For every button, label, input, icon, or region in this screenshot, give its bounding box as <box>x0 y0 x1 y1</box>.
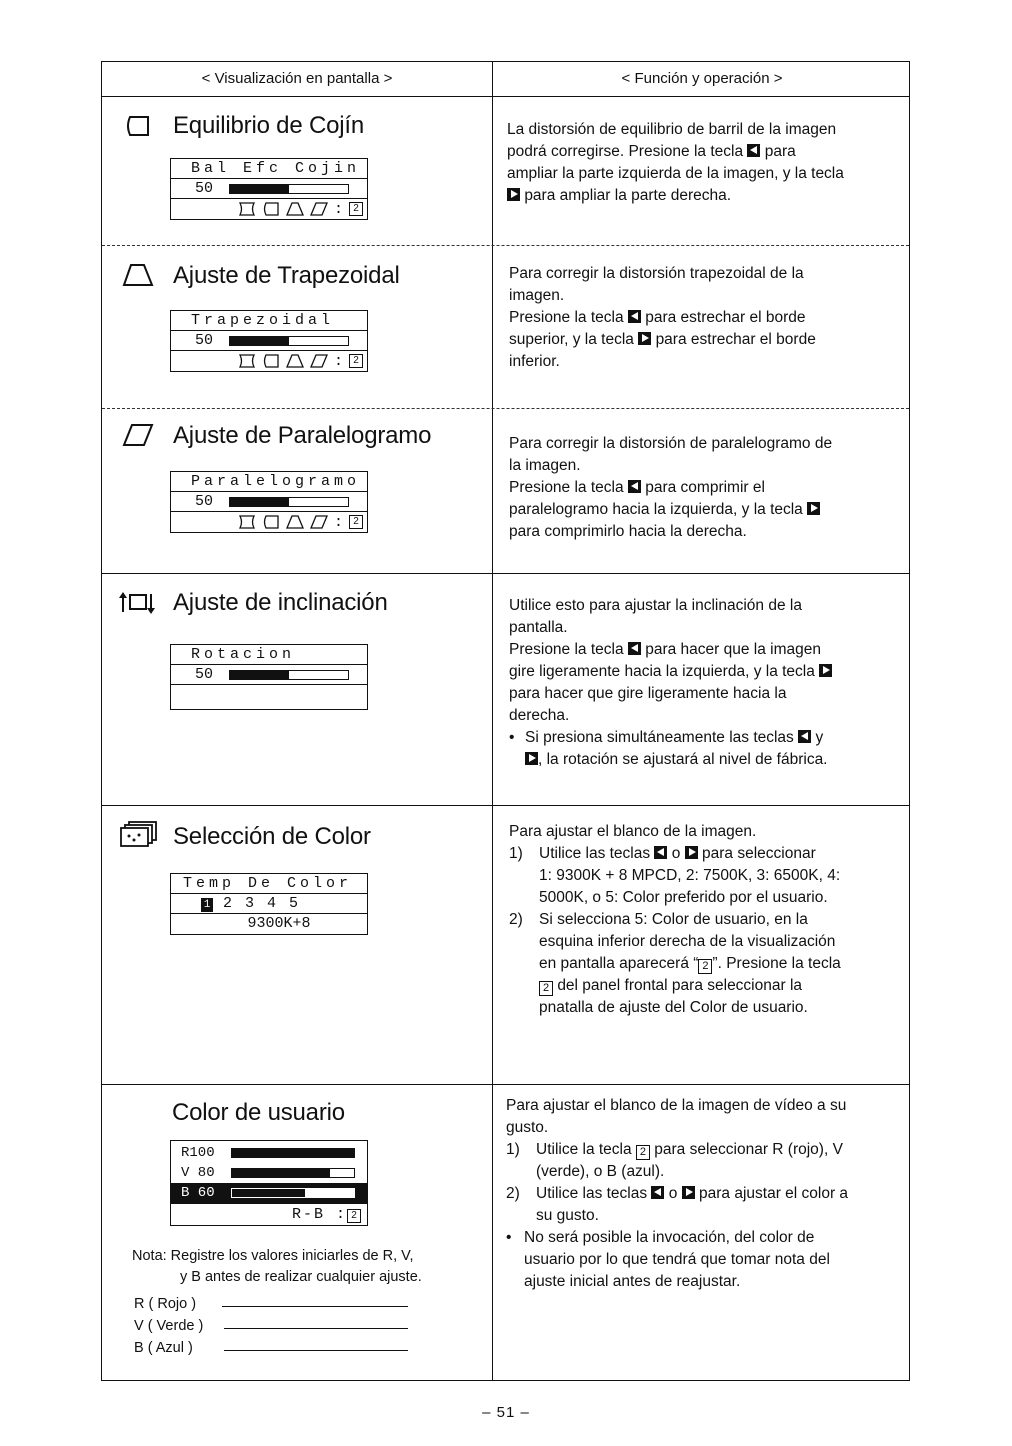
desc-line: para comprimirlo hacia la derecha. <box>509 523 747 540</box>
desc-text: del panel frontal para seleccionar la <box>557 977 803 994</box>
desc-line: Si selecciona 5: Color de usuario, en la <box>539 911 808 928</box>
section-title-cojin: Equilibrio de Cojín <box>173 112 364 139</box>
desc-paralelogramo <box>509 433 907 543</box>
left-arrow-key-icon <box>628 642 641 655</box>
right-arrow-key-icon <box>807 502 820 515</box>
trapezoid-icon <box>286 202 304 216</box>
osd-level-fill <box>230 498 289 506</box>
pincushion-icon <box>238 515 256 529</box>
desc-text: ”. Presione la tecla <box>712 955 841 972</box>
right-arrow-key-icon <box>819 664 832 677</box>
desc-line: Para corregir la distorsión trapezoidal de la <box>509 265 804 282</box>
osd-title: Bal Efc Cojin <box>171 159 367 179</box>
osd-level-bar <box>229 184 349 194</box>
osd-empty-row <box>171 685 367 709</box>
color-temperature-icon <box>119 820 159 850</box>
desc-text: y <box>815 729 824 746</box>
nota-line: Nota: Registre los valores iniciarles de R, V, <box>132 1248 414 1264</box>
parallelogram-icon <box>310 515 328 529</box>
desc-text: para hacer que la imagen <box>645 641 822 658</box>
osd-value-row <box>171 665 367 685</box>
desc-trapezoidal <box>509 263 907 373</box>
desc-text: o <box>668 1185 678 1202</box>
desc-note <box>509 727 907 749</box>
tilt-rotation-icon <box>118 590 158 616</box>
desc-line: usuario por lo que tendrá que tomar nota del <box>524 1251 830 1268</box>
item-number: 2) <box>506 1185 520 1202</box>
desc-text: Utilice las teclas <box>536 1185 648 1202</box>
parallelogram-icon <box>310 354 328 368</box>
nota-line: y B antes de realizar cualquier ajuste. <box>180 1269 422 1285</box>
osd-rgb-row-b <box>171 1183 367 1203</box>
desc-line <box>509 307 907 329</box>
desc-line <box>509 477 907 499</box>
rgb-level-fill <box>232 1189 305 1197</box>
option: 3 <box>245 895 255 912</box>
desc-line: No será posible la invocación, del color de <box>524 1229 815 1246</box>
desc-note <box>506 1227 904 1293</box>
rgb-label: R100 <box>181 1145 215 1161</box>
item-number: 2) <box>509 911 523 928</box>
left-arrow-key-icon <box>651 1186 664 1199</box>
pincushion-balance-icon <box>262 202 280 216</box>
osd-title: Rotacion <box>171 645 367 665</box>
record-label: R ( Rojo ) <box>134 1296 197 1312</box>
osd-trapezoidal <box>170 310 368 372</box>
page-number: – 51 – <box>482 1404 530 1421</box>
desc-line: derecha. <box>509 707 570 724</box>
option: 5 <box>289 895 299 912</box>
desc-text: Utilice las teclas <box>539 845 651 862</box>
column-divider <box>492 62 493 1380</box>
desc-text: en pantalla aparecerá “ <box>539 955 699 972</box>
osd-title: Trapezoidal <box>171 311 367 331</box>
right-arrow-key-icon <box>638 332 651 345</box>
desc-text: para seleccionar <box>702 845 816 862</box>
osd-current-value: 9300K+8 <box>247 915 311 932</box>
desc-text: Utilice la tecla <box>536 1141 632 1158</box>
osd-value: 50 <box>195 666 214 683</box>
osd-color-options <box>171 894 367 914</box>
section-title-paralelogramo: Ajuste de Paralelogramo <box>173 422 432 449</box>
write-line <box>222 1306 408 1307</box>
osd-rotacion <box>170 644 368 710</box>
desc-text: para ampliar la parte derecha. <box>524 187 732 204</box>
desc-text: para comprimir el <box>645 479 765 496</box>
key-2-icon: 2 <box>349 515 363 529</box>
osd-paralelogramo <box>170 471 368 533</box>
osd-level-fill <box>230 185 289 193</box>
rgb-level-bar <box>231 1168 355 1178</box>
desc-text: Presione la tecla <box>509 479 624 496</box>
key-2-icon: 2 <box>698 959 712 974</box>
desc-line <box>539 975 907 997</box>
desc-line: pnatalla de ajuste del Color de usuario. <box>539 999 808 1016</box>
desc-line: La distorsión de equilibrio de barril de la imagen <box>507 121 837 138</box>
write-line <box>224 1350 408 1351</box>
trapezoid-icon <box>122 262 154 288</box>
osd-color-temp <box>170 873 368 935</box>
rb-label: R-B : <box>291 1206 347 1223</box>
osd-level-bar <box>229 497 349 507</box>
item-number: 1) <box>509 845 523 862</box>
record-line-b <box>134 1340 193 1356</box>
osd-title: Paralelogramo <box>171 472 367 492</box>
desc-line <box>539 953 907 975</box>
record-label: V ( Verde ) <box>134 1318 204 1334</box>
desc-text: para <box>764 143 796 160</box>
desc-line <box>509 639 907 661</box>
trapezoid-icon <box>286 354 304 368</box>
pincushion-balance-icon <box>124 114 152 138</box>
rgb-level-fill <box>232 1149 354 1157</box>
section-title-color: Selección de Color <box>173 823 371 850</box>
desc-line: la imagen. <box>509 457 581 474</box>
section-divider <box>102 245 909 246</box>
section-divider <box>102 805 909 806</box>
desc-line: para hacer que gire ligeramente hacia la <box>509 685 787 702</box>
osd-value-row <box>171 179 367 199</box>
section-title-inclinacion: Ajuste de inclinación <box>173 589 388 616</box>
trapezoid-icon <box>286 515 304 529</box>
osd-cojin <box>170 158 368 220</box>
option: 4 <box>267 895 277 912</box>
desc-line: 1: 9300K + 8 MPCD, 2: 7500K, 3: 6500K, 4: <box>539 867 841 884</box>
option: 2 <box>223 895 233 912</box>
rgb-level-fill <box>232 1169 330 1177</box>
bullet: • <box>509 729 515 746</box>
osd-value-row <box>171 331 367 351</box>
desc-line: (verde), o B (azul). <box>536 1163 665 1180</box>
left-arrow-key-icon <box>628 310 641 323</box>
desc-text: Si presiona simultáneamente las teclas <box>525 729 794 746</box>
desc-line: 5000K, o 5: Color preferido por el usuario. <box>539 889 828 906</box>
section-divider <box>102 573 909 574</box>
desc-text: Presione la tecla <box>509 309 624 326</box>
desc-line: gusto. <box>506 1119 549 1136</box>
rgb-label: V 80 <box>181 1165 215 1181</box>
record-line-v <box>134 1318 203 1334</box>
desc-line <box>536 1139 904 1161</box>
key-2-icon: 2 <box>349 202 363 216</box>
desc-line: pantalla. <box>509 619 568 636</box>
desc-list-item <box>506 1139 904 1183</box>
record-line-r <box>134 1296 196 1312</box>
bullet: • <box>506 1229 512 1246</box>
desc-line: esquina inferior derecha de la visualización <box>539 933 836 950</box>
header-divider <box>102 96 909 97</box>
desc-color <box>509 821 907 1019</box>
desc-text: Presione la tecla <box>509 641 624 658</box>
desc-usuario <box>506 1095 904 1293</box>
desc-text: paralelogramo hacia la izquierda, y la tecla <box>509 501 803 518</box>
desc-text: superior, y la tecla <box>509 331 634 348</box>
osd-title: Temp De Color <box>171 874 367 894</box>
desc-line: ampliar la parte izquierda de la imagen, y la tecla <box>507 165 844 182</box>
desc-line: Para ajustar el blanco de la imagen de vídeo a su <box>506 1097 847 1114</box>
desc-text: o <box>671 845 681 862</box>
osd-rgb-row-v <box>171 1163 367 1183</box>
desc-line: Para ajustar el blanco de la imagen. <box>509 823 757 840</box>
desc-list-item <box>509 909 907 1019</box>
osd-value: 50 <box>195 493 214 510</box>
desc-inclinacion <box>509 595 907 771</box>
right-arrow-key-icon <box>685 846 698 859</box>
rgb-level-bar <box>231 1188 355 1198</box>
osd-rgb-row-r <box>171 1143 367 1163</box>
rgb-label: B 60 <box>181 1185 215 1201</box>
osd-level-bar <box>229 336 349 346</box>
osd-level-fill <box>230 671 289 679</box>
desc-line <box>507 185 905 207</box>
section-divider <box>102 408 909 409</box>
desc-line <box>507 141 905 163</box>
desc-line <box>509 499 907 521</box>
pincushion-balance-icon <box>262 354 280 368</box>
manual-table <box>101 61 910 1381</box>
right-arrow-key-icon <box>525 752 538 765</box>
key-2-icon: 2 <box>636 1145 650 1160</box>
left-arrow-key-icon <box>798 730 811 743</box>
item-number: 1) <box>506 1141 520 1158</box>
record-label: B ( Azul ) <box>134 1340 193 1356</box>
desc-list-item <box>509 843 907 909</box>
selected-option: 1 <box>201 898 213 912</box>
desc-note <box>509 749 907 771</box>
desc-text: para estrechar el borde <box>655 331 816 348</box>
desc-line: inferior. <box>509 353 560 370</box>
osd-geometry-icons: : 2 <box>171 199 367 219</box>
desc-line: su gusto. <box>536 1207 599 1224</box>
pincushion-icon <box>238 202 256 216</box>
desc-line: Para corregir la distorsión de paralelogramo de <box>509 435 833 452</box>
desc-line: imagen. <box>509 287 565 304</box>
desc-cojin <box>507 119 905 207</box>
desc-line: ajuste inicial antes de reajustar. <box>524 1273 741 1290</box>
osd-value-row <box>171 492 367 512</box>
desc-text: para ajustar el color a <box>699 1185 849 1202</box>
desc-text: para estrechar el borde <box>645 309 806 326</box>
parallelogram-icon <box>310 202 328 216</box>
left-column-header: < Visualización en pantalla > <box>201 70 393 87</box>
right-arrow-key-icon <box>682 1186 695 1199</box>
osd-rb-row <box>171 1203 367 1225</box>
osd-level-bar <box>229 670 349 680</box>
pincushion-icon <box>238 354 256 368</box>
osd-geometry-icons: : 2 <box>171 512 367 532</box>
pincushion-balance-icon <box>262 515 280 529</box>
key-2-icon: 2 <box>347 1209 361 1223</box>
desc-line <box>539 843 907 865</box>
desc-list-item <box>506 1183 904 1227</box>
desc-text: , la rotación se ajustará al nivel de fábrica. <box>538 751 828 768</box>
desc-text: para seleccionar R (rojo), V <box>654 1141 843 1158</box>
desc-line: Utilice esto para ajustar la inclinación de la <box>509 597 802 614</box>
key-2-icon: 2 <box>539 981 553 996</box>
nota-block <box>132 1246 422 1288</box>
write-line <box>224 1328 408 1329</box>
right-arrow-key-icon <box>507 188 520 201</box>
rgb-level-bar <box>231 1148 355 1158</box>
parallelogram-icon <box>122 422 154 448</box>
desc-text: gire ligeramente hacia la izquierda, y la tecla <box>509 663 815 680</box>
osd-value: 50 <box>195 332 214 349</box>
section-divider <box>102 1084 909 1085</box>
osd-level-fill <box>230 337 289 345</box>
left-arrow-key-icon <box>628 480 641 493</box>
osd-value: 50 <box>195 180 214 197</box>
osd-user-color <box>170 1140 368 1226</box>
section-title-trapezoidal: Ajuste de Trapezoidal <box>173 262 400 289</box>
right-column-header: < Función y operación > <box>621 70 783 87</box>
desc-line <box>536 1183 904 1205</box>
key-2-icon: 2 <box>349 354 363 368</box>
desc-text: podrá corregirse. Presione la tecla <box>507 143 744 160</box>
osd-geometry-icons: : 2 <box>171 351 367 371</box>
desc-line <box>509 661 907 683</box>
desc-line <box>509 329 907 351</box>
left-arrow-key-icon <box>747 144 760 157</box>
section-title-usuario: Color de usuario <box>172 1099 345 1126</box>
left-arrow-key-icon <box>654 846 667 859</box>
